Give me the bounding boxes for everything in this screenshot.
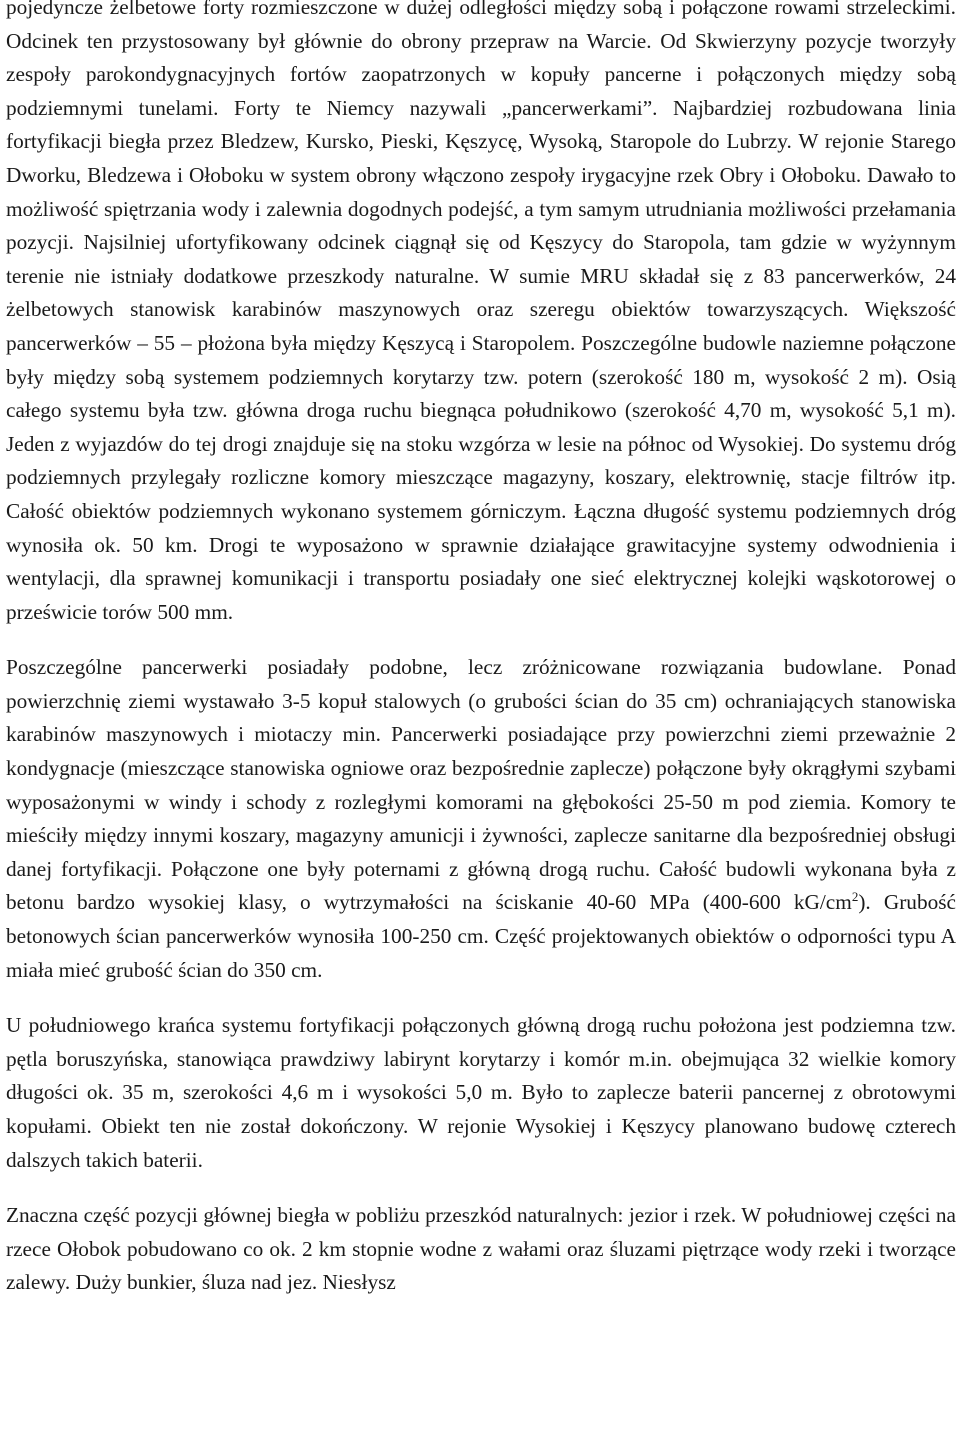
paragraph-fortifications-overview: pojedyncze żelbetowe forty rozmieszczone w dużej odległości między sobą i połączone rowami strzeleckimi. Odcinek ten przystosowany był głównie do obrony przepraw na Warcie. Od Skwierzyny pozycje tworzyły zespoły parokondygnacyjnych fortów zaopatrzonych w kopuły pancerne i połączonych między sobą podziemnymi tunelami. Forty te Niemcy nazywali „pancerwerkami”. Najbardziej rozbudowana linia fortyfikacji biegła przez Bledzew, Kursko, Pieski, Kęszycę, Wysoką, Staropole do Lubrzy. W rejonie Starego Dworku, Bledzewa i Ołoboku w system obrony włączono zespoły irygacyjne rzek Obry i Ołoboku. Dawało to możliwość spiętrzania wody i zalewnia dogodnych podejść, a tym samym utrudniania możliwości przełamania pozycji. Najsilniej ufortyfikowany odcinek ciągnął się od Kęszycy do Staropola, tam gdzie w wyżynnym terenie nie istniały dodatkowe przeszkody naturalne. W sumie MRU składał się z 83 pancerwerków, 24 żelbetowych stanowisk karabinów maszynowych oraz szeregu obiektów towarzyszących. Większość pancerwerków – 55 – płożona była między Kęszycą i Staropolem. Poszczególne budowle naziemne połączone były między sobą systemem podziemnych korytarzy tzw. potern (szerokość 180 m, wysokość 2 m). Osią całego systemu była tzw. główna droga ruchu biegnąca południkowo (szerokość 4,70 m, wysokość 5,1 m). Jeden z wyjazdów do tej drogi znajduje się na stoku wzgórza w lesie na północ od Wysokiej. Do systemu dróg podziemnych przylegały rozliczne komory mieszczące magazyny, koszary, elektrownię, stacje filtrów itp. Całość obiektów podziemnych wykonano systemem górniczym. Łączna długość systemu podziemnych dróg wynosiła ok. 50 km. Drogi te wyposażono w sprawnie działające grawitacyjne systemy odwodnienia i wentylacji, dla sprawnej komunikacji i transportu posiadały one sieć elektrycznej kolejki wąskotorowej o prześwicie torów 500 mm. bbox=[6, 0, 956, 624]
superscript-exponent: 2 bbox=[851, 889, 859, 905]
document-page bbox=[6, 0, 956, 1322]
paragraph-pancerwerk-text-part2: ). Grubość betonowych ścian pancerwerków wynosiła 100-250 cm. Część projektowanych obiektów o odporności typu A miała mieć grubość ścian do 350 cm. bbox=[6, 890, 956, 982]
paragraph-natural-obstacles: Znaczna część pozycji głównej biegła w pobliżu przeszkód naturalnych: jezior i rzek. W południowej części na rzece Ołobok pobudowano co ok. 2 km stopnie wodne z wałami oraz śluzami piętrzące wody rzeki i tworzące zalewy. Duży bunkier, śluza nad jez. Niesłysz bbox=[6, 1203, 956, 1295]
paragraph-boruszyn-loop: U południowego krańca systemu fortyfikacji połączonych główną drogą ruchu położona jest podziemna tzw. pętla boruszyńska, stanowiąca prawdziwy labirynt korytarzy i komór m.in. obejmująca 32 wielkie komory długości ok. 35 m, szerokości 4,6 m i wysokości 5,0 m. Było to zaplecze baterii pancernej z obrotowymi kopułami. Obiekt ten nie został dokończony. W rejonie Wysokiej i Kęszycy planowano budowę czterech dalszych takich baterii. bbox=[6, 1013, 956, 1172]
paragraph-pancerwerk-text-part1: Poszczególne pancerwerki posiadały podobne, lecz zróżnicowane rozwiązania budowlane. Ponad powierzchnię ziemi wystawało 3-5 kopuł stalowych (o grubości ścian do 35 cm) ochraniających stanowiska karabinów maszynowych i miotaczy min. Pancerwerki posiadające przy powierzchni ziemi przeważnie 2 kondygnacje (mieszczące stanowiska ogniowe oraz bezpośrednie zaplecze) połączone były okrągłymi szybami wyposażonymi w windy i schody z rozległymi komorami na głębokości 25-50 m pod ziemia. Komory te mieściły między innymi koszary, magazyny amunicji i żywności, zaplecze sanitarne dla bezpośredniej obsługi danej fortyfikacji. Połączone one były poternami z główną drogą ruchu. Całość budowli wykonana była z betonu bardzo wysokiej klasy, o wytrzymałości na ściskanie 40-60 MPa (400-600 kG/cm bbox=[6, 655, 956, 915]
paragraph-pancerwerk-construction bbox=[6, 651, 956, 987]
